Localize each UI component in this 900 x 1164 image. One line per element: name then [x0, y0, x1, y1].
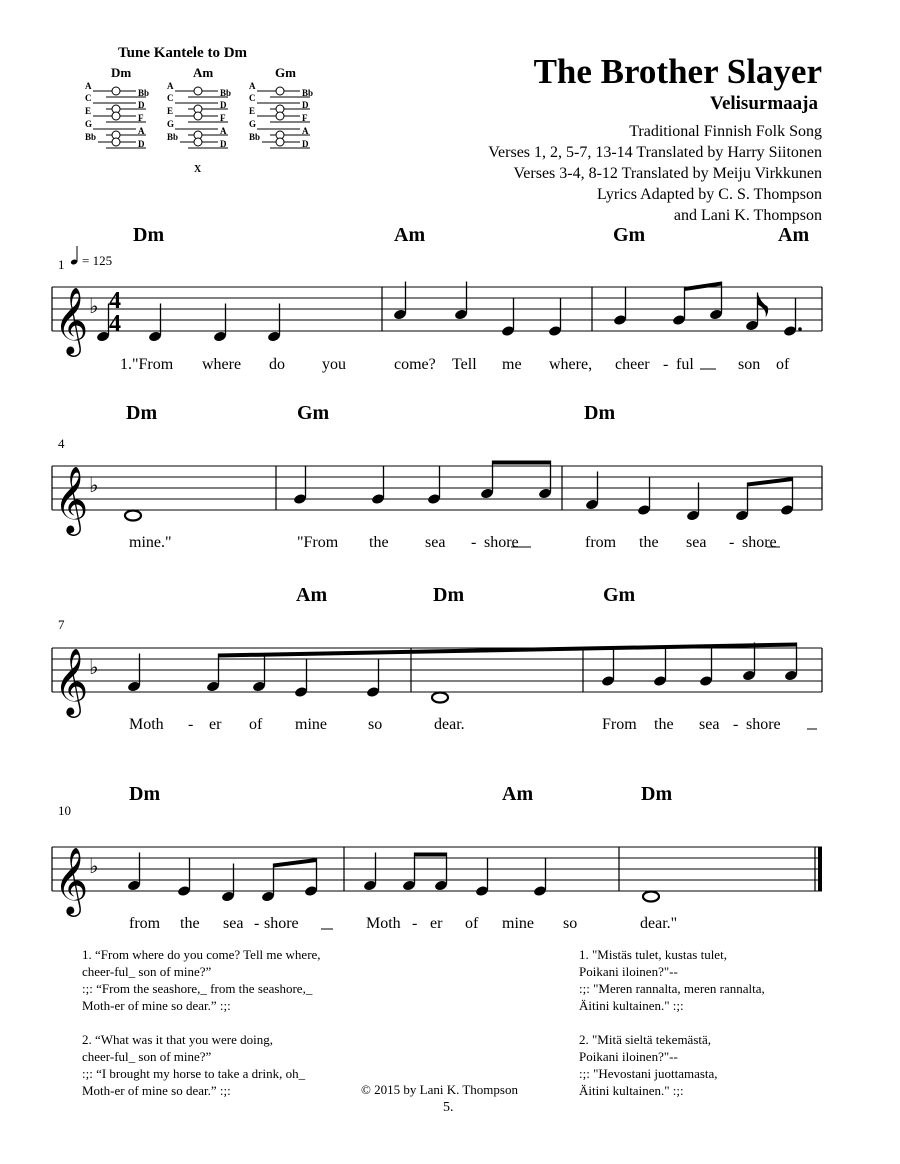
lyric-syllable: - — [471, 534, 477, 551]
string-label: D — [302, 100, 309, 110]
lyric-syllable: Moth — [129, 716, 164, 733]
page-number: 5. — [443, 1100, 454, 1115]
measure-number: 10 — [58, 803, 71, 818]
chord-symbol: Dm — [433, 584, 465, 606]
measure-number: 1 — [58, 257, 65, 272]
verse-line: Äitini kultainen." :;: — [579, 1083, 684, 1098]
string-label: F — [220, 113, 226, 123]
string-label: Bb — [302, 88, 314, 98]
verse-line: Poikani iloinen?"-- — [579, 1049, 678, 1064]
lyric-syllable: - — [188, 716, 194, 733]
string-label: G — [249, 119, 257, 129]
tempo-marking: = 125 — [82, 253, 113, 268]
lyric-syllable: mine." — [129, 534, 172, 551]
lyric-syllable: - — [663, 356, 669, 373]
lyric-syllable: sea — [686, 534, 707, 551]
verse-line: Poikani iloinen?"-- — [579, 964, 678, 979]
string-label: G — [167, 119, 175, 129]
verse-line: :;: "Hevostani juottamasta, — [579, 1066, 718, 1081]
string-label: D — [220, 100, 227, 110]
note-beam — [748, 477, 793, 487]
string-label: A — [302, 126, 309, 136]
credit-line: Lyrics Adapted by C. S. Thompson — [596, 186, 822, 203]
lyric-syllable: Tell — [452, 356, 477, 373]
lyric-syllable: from — [129, 915, 161, 932]
credit-line: Traditional Finnish Folk Song — [629, 123, 822, 140]
time-signature: 4 — [109, 311, 121, 337]
lyric-syllable: do — [269, 356, 285, 373]
lyric-syllable: dear. — [434, 716, 465, 733]
lyric-syllable: the — [639, 534, 659, 551]
lyric-syllable: - — [733, 716, 739, 733]
chord-symbol: Dm — [133, 224, 165, 246]
note-dot — [798, 327, 802, 331]
verse-line: cheer-ful_ son of mine?” — [82, 964, 212, 979]
string-label: Bb — [249, 132, 261, 142]
string-label: D — [220, 139, 227, 149]
lyric-syllable: of — [465, 915, 479, 932]
lyric-syllable: sea — [223, 915, 244, 932]
lyric-syllable: cheer — [615, 356, 650, 373]
lyric-syllable: sea — [425, 534, 446, 551]
verse-line: 1. “From where do you come? Tell me where, — [82, 947, 321, 962]
chord-diagram-name: Dm — [111, 65, 132, 80]
lyric-syllable: - — [254, 915, 260, 932]
treble-clef: 𝄞 — [54, 288, 89, 353]
note-beam — [685, 282, 722, 292]
lyric-syllable: mine — [295, 716, 327, 733]
lyric-syllable: from — [585, 534, 617, 551]
string-label: A — [85, 81, 92, 91]
note-head — [125, 511, 141, 521]
lyric-syllable: so — [368, 716, 383, 733]
chord-symbol: Gm — [297, 402, 330, 424]
credit-line: and Lani K. Thompson — [673, 207, 822, 224]
chord-symbol: Am — [394, 224, 426, 246]
key-signature-flat: ♭ — [89, 475, 99, 497]
key-signature-flat: ♭ — [89, 657, 99, 679]
lyric-syllable: shore — [746, 716, 781, 733]
note-flag — [758, 293, 769, 318]
string-label: A — [220, 126, 227, 136]
credit-line: Verses 1, 2, 5-7, 13-14 Translated by Harry Siitonen — [488, 144, 822, 161]
chord-symbol: Dm — [126, 402, 158, 424]
credit-line: Verses 3-4, 8-12 Translated by Meiju Virkkunen — [513, 165, 822, 182]
string-label: Bb — [85, 132, 97, 142]
chord-symbol: Dm — [641, 783, 673, 805]
time-signature: 4 — [109, 288, 121, 314]
lyric-syllable: the — [654, 716, 674, 733]
lyric-syllable: where, — [549, 356, 593, 373]
string-label: A — [138, 126, 145, 136]
verse-line: Äitini kultainen." :;: — [579, 998, 684, 1013]
lyric-syllable: shore — [742, 534, 777, 551]
lyric-syllable: er — [209, 716, 222, 733]
lyric-syllable: of — [776, 356, 790, 373]
verse-line: :;: "Meren rannalta, meren rannalta, — [579, 981, 765, 996]
lyric-syllable: er — [430, 915, 443, 932]
note-beam — [219, 643, 797, 658]
song-subtitle: Velisurmaaja — [709, 93, 818, 114]
chord-diagram-name: Gm — [275, 65, 296, 80]
chord-symbol: Am — [778, 224, 810, 246]
string-label: C — [167, 93, 174, 103]
string-label: F — [138, 113, 144, 123]
note-head — [432, 693, 448, 703]
string-label: Bb — [138, 88, 150, 98]
chord-symbol: Gm — [613, 224, 646, 246]
string-label: F — [302, 113, 308, 123]
verse-line: Moth-er of mine so dear.” :;: — [82, 1083, 231, 1098]
lyric-syllable: Moth — [366, 915, 401, 932]
verse-line: 2. “What was it that you were doing, — [82, 1032, 273, 1047]
lyric-syllable: so — [563, 915, 578, 932]
string-label: Bb — [167, 132, 179, 142]
verse-line: Moth-er of mine so dear.” :;: — [82, 998, 231, 1013]
chord-symbol: Dm — [129, 783, 161, 805]
lyric-syllable: - — [412, 915, 418, 932]
verse-line — [82, 1014, 321, 1031]
string-label: A — [249, 81, 256, 91]
lyric-syllable: sea — [699, 716, 720, 733]
verse-line — [579, 1014, 765, 1031]
lyric-syllable: shore — [484, 534, 519, 551]
lyric-syllable: mine — [502, 915, 534, 932]
string-label: E — [249, 106, 256, 116]
string-label: G — [85, 119, 93, 129]
final-barline — [818, 847, 822, 891]
string-label: C — [249, 93, 256, 103]
lyric-syllable: the — [369, 534, 389, 551]
english-verses — [82, 946, 321, 1099]
measure-number: 7 — [58, 617, 65, 632]
lyric-syllable: - — [729, 534, 735, 551]
lyric-syllable: shore — [264, 915, 299, 932]
lyric-syllable: me — [502, 356, 522, 373]
verse-line: :;: “From the seashore,_ from the seashore,_ — [82, 981, 313, 996]
lyric-syllable: "From — [297, 534, 339, 551]
note-head — [643, 892, 659, 902]
lyric-syllable: ful — [676, 356, 694, 373]
chord-symbol: Dm — [584, 402, 616, 424]
string-label: E — [85, 106, 92, 116]
verse-line: :;: “I brought my horse to take a drink, oh_ — [82, 1066, 306, 1081]
lyric-syllable: where — [202, 356, 242, 373]
lyric-syllable: the — [180, 915, 200, 932]
string-label: D — [138, 139, 145, 149]
measure-number: 4 — [58, 436, 65, 451]
lyric-syllable: son — [738, 356, 761, 373]
treble-clef: 𝄞 — [54, 467, 89, 532]
verse-line: cheer-ful_ son of mine?” — [82, 1049, 212, 1064]
lyric-syllable: come? — [394, 356, 436, 373]
mute-mark: X — [194, 164, 202, 175]
lyric-syllable: dear." — [640, 915, 678, 932]
lyric-syllable: of — [249, 716, 263, 733]
copyright: © 2015 by Lani K. Thompson — [361, 1082, 518, 1097]
string-label: Bb — [220, 88, 232, 98]
lyric-syllable: From — [602, 716, 637, 733]
note-beam — [415, 853, 447, 857]
string-label: A — [167, 81, 174, 91]
chord-symbol: Am — [502, 783, 534, 805]
treble-clef: 𝄞 — [54, 649, 89, 714]
lyric-syllable: 1."From — [120, 356, 174, 373]
note-beam — [493, 461, 551, 465]
note-beam — [274, 858, 317, 868]
verse-line: 2. "Mitä sieltä tekemästä, — [579, 1032, 712, 1047]
tuning-title: Tune Kantele to Dm — [118, 45, 248, 61]
key-signature-flat: ♭ — [89, 856, 99, 878]
string-label: D — [302, 139, 309, 149]
song-title: The Brother Slayer — [533, 52, 822, 91]
verse-line: 1. "Mistäs tulet, kustas tulet, — [579, 947, 727, 962]
string-label: E — [167, 106, 174, 116]
string-label: D — [138, 100, 145, 110]
finnish-verses — [579, 946, 765, 1099]
chord-diagram-name: Am — [193, 65, 214, 80]
chord-symbol: Am — [296, 584, 328, 606]
treble-clef: 𝄞 — [54, 848, 89, 913]
chord-symbol: Gm — [603, 584, 636, 606]
lyric-syllable: you — [322, 356, 346, 373]
key-signature-flat: ♭ — [89, 296, 99, 318]
string-label: C — [85, 93, 92, 103]
